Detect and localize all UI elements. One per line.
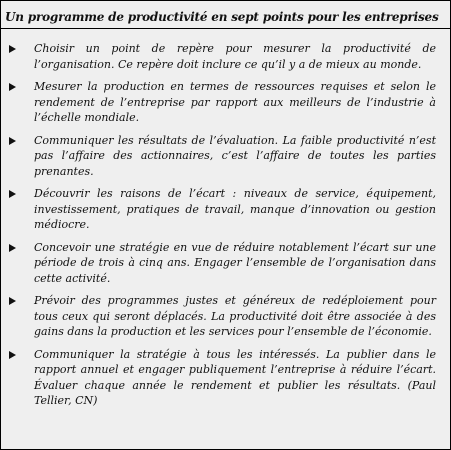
list-item-text: Prévoir des programmes justes et généreux de redéploiement pour tous ceux qui seront déplacés. La productivité doit être associée à des gains dans la production et les services pour l’ensemble de l’économie. (34, 294, 436, 338)
list-item (1, 347, 450, 409)
list-item (1, 41, 450, 72)
box-title: Un programme de productivité en sept points pour les entreprises (5, 10, 439, 24)
program-points-list (1, 41, 450, 416)
arrow-bullet-icon (9, 190, 16, 198)
arrow-bullet-icon (9, 244, 16, 252)
title-divider (1, 28, 450, 29)
list-item-text: Communiquer les résultats de l’évaluation. La faible productivité n’est pas l’affaire des actionnaires, c’est l’affaire de toutes les parties prenantes. (34, 133, 436, 178)
list-item-text: Communiquer la stratégie à tous les intéressés. La publier dans le rapport annuel et engager publiquement l’entreprise à réduire l’écart. Évaluer chaque année le rendement et publier les résultats. (Paul Tellier, CN) (34, 347, 436, 407)
list-item-text: Mesurer la production en termes de ressources requises et selon le rendement de l’entreprise par rapport aux meilleurs de l’industrie à l’échelle mondiale. (34, 80, 436, 124)
arrow-bullet-icon (9, 137, 16, 145)
arrow-bullet-icon (9, 297, 16, 305)
list-item-text: Choisir un point de repère pour mesurer la productivité de l’organisation. Ce repère doit inclure ce qu’il y a de mieux au monde. (34, 42, 436, 71)
list-item (1, 186, 450, 233)
arrow-bullet-icon (9, 45, 16, 53)
list-item (1, 133, 450, 180)
list-item (1, 240, 450, 287)
list-item (1, 79, 450, 126)
arrow-bullet-icon (9, 351, 16, 359)
list-item (1, 293, 450, 340)
list-item-text: Concevoir une stratégie en vue de réduire notablement l’écart sur une période de trois à cinq ans. Engager l’ensemble de l’organisation dans cette activité. (34, 240, 436, 285)
list-item-text: Découvrir les raisons de l’écart : niveaux de service, équipement, investissement, pratiques de travail, manque d’innovation ou gestion médiocre. (34, 187, 436, 231)
arrow-bullet-icon (9, 83, 16, 91)
